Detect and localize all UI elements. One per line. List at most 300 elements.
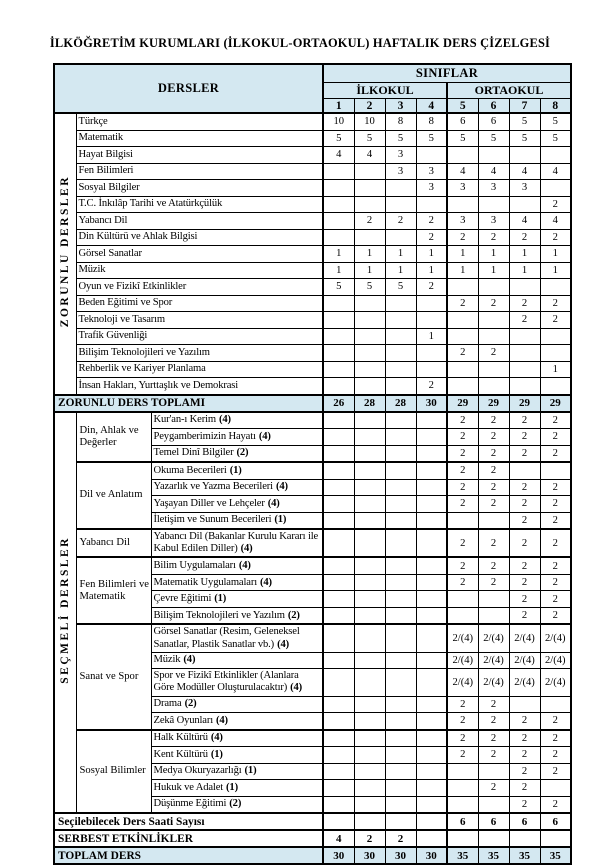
course-name-cell xyxy=(151,462,323,479)
value-cell xyxy=(447,328,478,345)
value-cell: 2 xyxy=(478,479,509,496)
value-cell: 2 xyxy=(478,462,509,479)
course-name: İletişim ve Sunum Becerileri xyxy=(153,514,272,526)
value-cell xyxy=(385,412,416,429)
value-cell xyxy=(323,813,354,830)
value-cell xyxy=(385,529,416,557)
value-cell: 35 xyxy=(540,847,571,864)
course-name-cell xyxy=(76,295,323,312)
value-cell: 5 xyxy=(354,279,385,296)
value-cell xyxy=(354,429,385,446)
value-cell xyxy=(385,713,416,730)
value-cell: 5 xyxy=(323,130,354,147)
dersler-header: DERSLER xyxy=(54,64,323,113)
value-cell: 2 xyxy=(540,496,571,513)
value-cell xyxy=(478,279,509,296)
value-cell: 2 xyxy=(385,213,416,230)
course-weekly-hours: (4) xyxy=(267,497,280,509)
value-cell: 2 xyxy=(509,747,540,764)
value-cell: 2 xyxy=(540,429,571,446)
value-cell: 2 xyxy=(540,763,571,780)
course-group-label: Din, Ahlak ve Değerler xyxy=(79,424,139,448)
value-cell: 8 xyxy=(385,113,416,130)
course-name-cell xyxy=(76,279,323,296)
value-cell: 29 xyxy=(509,395,540,412)
value-cell xyxy=(478,312,509,329)
value-cell: 2 xyxy=(540,557,571,574)
value-cell: 29 xyxy=(540,395,571,412)
course-name: Müzik xyxy=(153,654,181,666)
ilkokul-header: İLKOKUL xyxy=(323,83,447,99)
value-cell: 26 xyxy=(323,395,354,412)
course-weekly-hours: (2) xyxy=(287,609,300,621)
value-cell xyxy=(323,180,354,197)
course-name: Din Kültürü ve Ahlak Bilgisi xyxy=(78,231,198,243)
course-name: Sosyal Bilgiler xyxy=(78,181,140,193)
zorunlu-section-label: ZORUNLU DERSLER xyxy=(59,175,72,328)
value-cell xyxy=(447,591,478,608)
value-cell: 29 xyxy=(478,395,509,412)
course-group-label: Dil ve Anlatım xyxy=(79,489,143,501)
value-cell: 2 xyxy=(416,213,447,230)
value-cell: 2 xyxy=(540,730,571,747)
value-cell xyxy=(323,328,354,345)
course-group-label-cell xyxy=(76,529,151,557)
course-name-cell xyxy=(151,429,323,446)
grade-header-6: 6 xyxy=(478,99,509,114)
value-cell xyxy=(385,462,416,479)
value-cell: 6 xyxy=(478,813,509,830)
value-cell xyxy=(416,429,447,446)
value-cell: 3 xyxy=(416,163,447,180)
secmeli-course-row xyxy=(54,557,571,574)
course-weekly-hours: (4) xyxy=(275,481,288,493)
value-cell: 3 xyxy=(447,180,478,197)
value-cell: 2 xyxy=(447,229,478,246)
zorunlu-course-row xyxy=(54,229,571,246)
value-cell xyxy=(416,462,447,479)
value-cell: 1 xyxy=(509,246,540,263)
value-cell: 2 xyxy=(509,445,540,462)
value-cell xyxy=(323,445,354,462)
value-cell xyxy=(478,512,509,529)
course-name: Bilişim Teknolojileri ve Yazılım xyxy=(153,609,285,621)
value-cell: 1 xyxy=(509,262,540,279)
course-name-cell xyxy=(76,147,323,164)
value-cell xyxy=(354,163,385,180)
value-cell: 2 xyxy=(478,747,509,764)
value-cell xyxy=(416,607,447,624)
value-cell: 2 xyxy=(416,378,447,395)
value-cell xyxy=(323,345,354,362)
value-cell: 2/(4) xyxy=(478,624,509,652)
value-cell xyxy=(540,462,571,479)
course-name: Drama xyxy=(153,698,182,710)
value-cell: 2 xyxy=(478,574,509,591)
value-cell xyxy=(323,429,354,446)
value-cell: 2 xyxy=(447,747,478,764)
value-cell xyxy=(354,557,385,574)
value-cell: 2 xyxy=(447,412,478,429)
value-cell xyxy=(385,445,416,462)
value-cell xyxy=(509,147,540,164)
value-cell: 5 xyxy=(385,279,416,296)
course-group-label-cell xyxy=(76,412,151,463)
value-cell: 2 xyxy=(540,591,571,608)
course-name-cell xyxy=(76,345,323,362)
value-cell: 3 xyxy=(416,180,447,197)
course-weekly-hours: (4) xyxy=(216,714,228,726)
value-cell xyxy=(416,557,447,574)
value-cell: 6 xyxy=(540,813,571,830)
value-cell xyxy=(385,652,416,669)
value-cell: 2 xyxy=(540,512,571,529)
course-name-cell xyxy=(151,796,323,813)
secilebilecek-label: Seçilebilecek Ders Saati Sayısı xyxy=(54,813,323,830)
value-cell xyxy=(478,147,509,164)
value-cell: 4 xyxy=(509,213,540,230)
value-cell: 2 xyxy=(509,295,540,312)
zorunlu-course-row xyxy=(54,378,571,395)
value-cell: 5 xyxy=(385,130,416,147)
value-cell xyxy=(416,696,447,713)
value-cell xyxy=(447,312,478,329)
value-cell: 2 xyxy=(447,445,478,462)
course-name: Zekâ Oyunları xyxy=(153,714,214,726)
value-cell: 30 xyxy=(385,847,416,864)
course-name: Yabancı Dil xyxy=(78,214,128,226)
value-cell: 2 xyxy=(509,796,540,813)
value-cell: 1 xyxy=(447,262,478,279)
course-weekly-hours: (2) xyxy=(229,798,242,810)
value-cell xyxy=(509,378,540,395)
course-name: Kent Kültürü xyxy=(153,748,208,760)
value-cell xyxy=(354,763,385,780)
course-group-label-cell xyxy=(76,730,151,814)
value-cell xyxy=(385,591,416,608)
value-cell xyxy=(385,345,416,362)
course-weekly-hours: (4) xyxy=(218,414,231,426)
value-cell xyxy=(385,496,416,513)
value-cell xyxy=(354,412,385,429)
course-name: Peygamberimizin Hayatı xyxy=(153,430,256,442)
value-cell: 4 xyxy=(447,163,478,180)
value-cell: 2 xyxy=(509,607,540,624)
zorunlu-course-row xyxy=(54,147,571,164)
value-cell xyxy=(416,512,447,529)
value-cell xyxy=(509,696,540,713)
value-cell xyxy=(540,180,571,197)
course-name-cell xyxy=(151,412,323,429)
value-cell xyxy=(509,830,540,847)
value-cell: 2 xyxy=(540,607,571,624)
course-weekly-hours: (1) xyxy=(244,765,257,777)
value-cell xyxy=(354,229,385,246)
value-cell: 2 xyxy=(447,295,478,312)
value-cell xyxy=(385,607,416,624)
value-cell xyxy=(323,529,354,557)
course-group-label: Sanat ve Spor xyxy=(79,670,139,682)
value-cell xyxy=(385,730,416,747)
value-cell: 2 xyxy=(478,496,509,513)
value-cell: 10 xyxy=(354,113,385,130)
course-name: Matematik Uygulamaları xyxy=(153,576,257,588)
course-name: Trafik Güvenliği xyxy=(78,330,148,342)
course-name-cell xyxy=(151,652,323,669)
zorunlu-course-row xyxy=(54,196,571,213)
course-name-cell xyxy=(151,747,323,764)
value-cell xyxy=(416,780,447,797)
course-name-cell xyxy=(76,196,323,213)
zorunlu-section-label-cell xyxy=(54,113,76,395)
value-cell: 2 xyxy=(447,557,478,574)
course-name-cell xyxy=(151,730,323,747)
value-cell xyxy=(354,445,385,462)
page-title: İLKÖĞRETİM KURUMLARI (İLKOKUL-ORTAOKUL) HAFTALIK DERS ÇİZELGESİ xyxy=(49,36,551,50)
value-cell xyxy=(354,591,385,608)
value-cell xyxy=(354,730,385,747)
course-name-cell xyxy=(76,262,323,279)
value-cell xyxy=(354,652,385,669)
value-cell: 2 xyxy=(509,591,540,608)
value-cell: 6 xyxy=(447,113,478,130)
value-cell xyxy=(385,328,416,345)
value-cell: 2 xyxy=(540,574,571,591)
value-cell: 6 xyxy=(447,813,478,830)
value-cell xyxy=(509,279,540,296)
value-cell: 2 xyxy=(354,213,385,230)
value-cell xyxy=(416,445,447,462)
value-cell xyxy=(540,780,571,797)
value-cell: 2 xyxy=(478,713,509,730)
value-cell xyxy=(323,496,354,513)
value-cell: 4 xyxy=(323,147,354,164)
course-weekly-hours: (1) xyxy=(214,593,227,604)
value-cell xyxy=(385,196,416,213)
value-cell xyxy=(323,730,354,747)
course-weekly-hours: (4) xyxy=(277,638,289,650)
course-weekly-hours: (4) xyxy=(258,430,271,442)
value-cell xyxy=(323,512,354,529)
value-cell: 2 xyxy=(509,312,540,329)
value-cell: 5 xyxy=(540,130,571,147)
value-cell: 2 xyxy=(509,496,540,513)
course-group-label-cell xyxy=(76,462,151,529)
value-cell xyxy=(447,279,478,296)
value-cell xyxy=(540,279,571,296)
value-cell: 2 xyxy=(447,496,478,513)
value-cell: 28 xyxy=(354,395,385,412)
course-name-cell xyxy=(76,312,323,329)
value-cell: 1 xyxy=(540,262,571,279)
value-cell: 2 xyxy=(540,412,571,429)
value-cell xyxy=(385,429,416,446)
value-cell xyxy=(323,652,354,669)
course-name: Yabancı Dil (Bakanlar Kurulu Kararı ile Kabul Edilen Diller) xyxy=(153,531,319,555)
secmeli-course-row xyxy=(54,624,571,652)
toplam-ders-row xyxy=(54,847,571,864)
value-cell xyxy=(323,747,354,764)
value-cell: 2 xyxy=(447,429,478,446)
value-cell: 1 xyxy=(540,361,571,378)
course-weekly-hours: (2) xyxy=(184,698,197,710)
value-cell: 4 xyxy=(540,213,571,230)
course-name-cell xyxy=(151,763,323,780)
value-cell xyxy=(354,624,385,652)
value-cell xyxy=(478,591,509,608)
course-name: Beden Eğitimi ve Spor xyxy=(78,297,173,309)
secilebilecek-row xyxy=(54,813,571,830)
value-cell xyxy=(385,813,416,830)
value-cell: 2/(4) xyxy=(447,652,478,669)
value-cell xyxy=(416,730,447,747)
serbest-etkinlikler-label: SERBEST ETKİNLİKLER xyxy=(54,830,323,847)
zorunlu-course-row xyxy=(54,328,571,345)
course-weekly-hours: (1) xyxy=(229,464,242,476)
course-name: Türkçe xyxy=(78,115,108,127)
value-cell xyxy=(509,345,540,362)
value-cell: 30 xyxy=(416,847,447,864)
value-cell: 4 xyxy=(509,163,540,180)
value-cell xyxy=(416,796,447,813)
value-cell: 2 xyxy=(416,279,447,296)
zorunlu-course-row xyxy=(54,361,571,378)
value-cell xyxy=(323,607,354,624)
value-cell xyxy=(416,713,447,730)
value-cell: 2 xyxy=(385,830,416,847)
value-cell: 1 xyxy=(385,262,416,279)
value-cell: 2/(4) xyxy=(540,624,571,652)
value-cell xyxy=(509,462,540,479)
course-name-cell xyxy=(151,512,323,529)
value-cell xyxy=(385,780,416,797)
value-cell xyxy=(509,328,540,345)
value-cell: 6 xyxy=(509,813,540,830)
value-cell xyxy=(447,361,478,378)
course-name-cell xyxy=(76,130,323,147)
value-cell xyxy=(323,591,354,608)
grade-header-2: 2 xyxy=(354,99,385,114)
value-cell xyxy=(385,763,416,780)
course-name-cell xyxy=(151,574,323,591)
value-cell xyxy=(385,512,416,529)
course-name-cell xyxy=(151,713,323,730)
value-cell: 4 xyxy=(478,163,509,180)
value-cell: 4 xyxy=(540,163,571,180)
course-name: T.C. İnkılâp Tarihi ve Atatürkçülük xyxy=(78,198,223,210)
value-cell: 5 xyxy=(416,130,447,147)
value-cell: 2 xyxy=(509,730,540,747)
value-cell: 2 xyxy=(447,696,478,713)
value-cell xyxy=(416,196,447,213)
value-cell: 2 xyxy=(447,529,478,557)
course-name: Medya Okuryazarlığı xyxy=(153,765,242,777)
zorunlu-course-row xyxy=(54,345,571,362)
value-cell: 5 xyxy=(509,113,540,130)
zorunlu-total-label: ZORUNLU DERS TOPLAMI xyxy=(54,395,323,412)
value-cell xyxy=(354,813,385,830)
zorunlu-total-row xyxy=(54,395,571,412)
value-cell xyxy=(354,328,385,345)
course-name: Fen Bilimleri xyxy=(78,165,134,177)
course-name: Bilişim Teknolojileri ve Yazılım xyxy=(78,346,210,358)
value-cell xyxy=(354,780,385,797)
value-cell xyxy=(354,574,385,591)
course-name: Temel Dinî Bilgiler xyxy=(153,447,234,459)
value-cell: 5 xyxy=(509,130,540,147)
course-name-cell xyxy=(76,328,323,345)
secmeli-course-row xyxy=(54,529,571,557)
value-cell: 6 xyxy=(478,113,509,130)
value-cell: 1 xyxy=(416,262,447,279)
value-cell xyxy=(540,345,571,362)
value-cell xyxy=(478,196,509,213)
value-cell xyxy=(478,607,509,624)
secmeli-course-row xyxy=(54,462,571,479)
course-name-cell xyxy=(151,445,323,462)
value-cell xyxy=(323,378,354,395)
value-cell: 1 xyxy=(416,328,447,345)
value-cell xyxy=(354,180,385,197)
value-cell xyxy=(323,796,354,813)
course-name: Hayat Bilgisi xyxy=(78,148,133,160)
course-name: Düşünme Eğitimi xyxy=(153,798,227,810)
value-cell xyxy=(323,696,354,713)
value-cell xyxy=(447,147,478,164)
course-weekly-hours: (1) xyxy=(226,781,238,793)
value-cell xyxy=(416,763,447,780)
value-cell: 2 xyxy=(447,730,478,747)
value-cell: 28 xyxy=(385,395,416,412)
value-cell xyxy=(354,479,385,496)
course-name-cell xyxy=(76,213,323,230)
zorunlu-course-row xyxy=(54,163,571,180)
zorunlu-course-row xyxy=(54,180,571,197)
grade-header-4: 4 xyxy=(416,99,447,114)
value-cell xyxy=(385,669,416,696)
value-cell xyxy=(478,328,509,345)
value-cell: 2 xyxy=(478,696,509,713)
value-cell: 30 xyxy=(323,847,354,864)
value-cell xyxy=(385,479,416,496)
value-cell: 2 xyxy=(509,512,540,529)
value-cell xyxy=(447,830,478,847)
course-name: Görsel Sanatlar (Resim, Geleneksel Sanatlar, Plastik Sanatlar vb.) xyxy=(153,626,300,650)
value-cell xyxy=(509,361,540,378)
value-cell xyxy=(323,669,354,696)
grade-header-3: 3 xyxy=(385,99,416,114)
course-name: Bilim Uygulamaları xyxy=(153,560,236,571)
course-name: Hukuk ve Adalet xyxy=(153,781,224,793)
value-cell: 29 xyxy=(447,395,478,412)
value-cell xyxy=(416,591,447,608)
value-cell xyxy=(385,624,416,652)
value-cell xyxy=(447,512,478,529)
course-name: Rehberlik ve Kariyer Planlama xyxy=(78,363,206,375)
value-cell xyxy=(354,378,385,395)
value-cell: 2/(4) xyxy=(540,652,571,669)
value-cell xyxy=(478,763,509,780)
value-cell xyxy=(323,624,354,652)
value-cell: 30 xyxy=(354,847,385,864)
course-name-cell xyxy=(76,378,323,395)
value-cell xyxy=(385,312,416,329)
value-cell xyxy=(478,796,509,813)
grade-header-7: 7 xyxy=(509,99,540,114)
value-cell xyxy=(354,312,385,329)
toplam-ders-label: TOPLAM DERS xyxy=(54,847,323,864)
value-cell: 5 xyxy=(478,130,509,147)
